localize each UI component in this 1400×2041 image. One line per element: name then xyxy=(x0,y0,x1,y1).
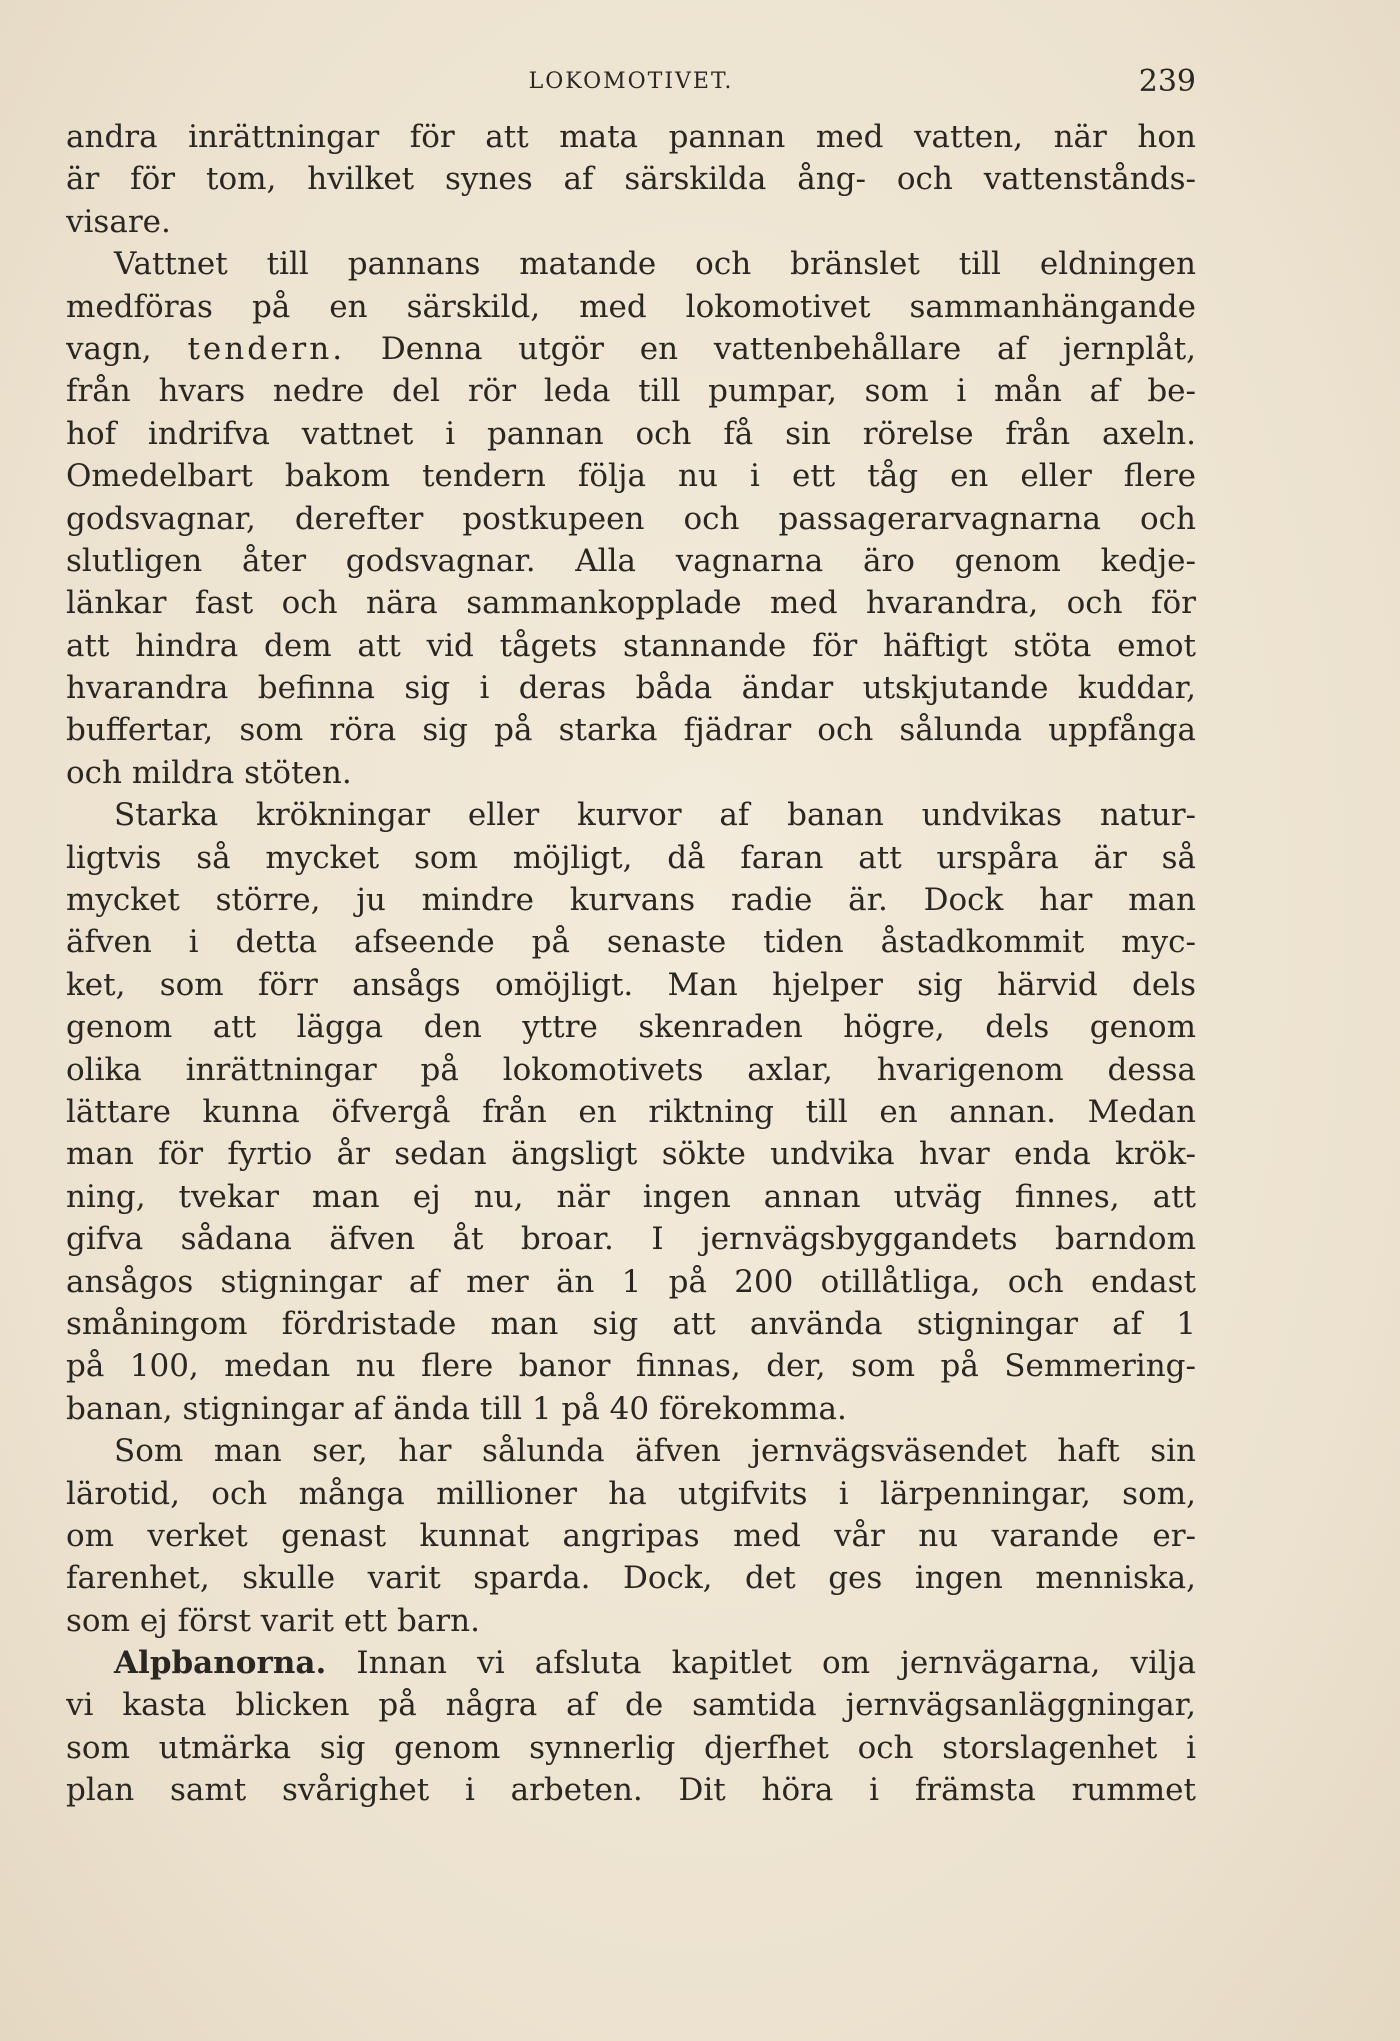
text-line xyxy=(66,455,1196,497)
text-line xyxy=(66,1261,1196,1303)
line-text: hvarandra befinna sig i deras båda ändar utskjutande kuddar, xyxy=(66,670,1196,707)
text-line xyxy=(66,879,1196,921)
text-line xyxy=(66,709,1196,751)
line-text: småningom fördristade man sig att använda stigningar af 1 xyxy=(66,1305,1196,1342)
text-line xyxy=(66,964,1196,1006)
text-line xyxy=(66,158,1196,200)
text-line xyxy=(66,1684,1196,1726)
text-line xyxy=(66,498,1196,540)
line-text: genom att lägga den yttre skenraden högre, dels genom xyxy=(66,1009,1196,1046)
text-line xyxy=(66,667,1196,709)
text-line xyxy=(66,1303,1196,1345)
text-line xyxy=(66,1473,1196,1515)
text-line xyxy=(66,921,1196,963)
line-text: vagn, xyxy=(66,330,188,367)
line-text: som utmärka sig genom synnerlig djerfhet och storslagenhet i xyxy=(66,1729,1196,1766)
text-line xyxy=(66,1515,1196,1557)
text-line xyxy=(66,1133,1196,1175)
line-text: godsvagnar, derefter postkupeen och passagerarvagnarna och xyxy=(66,500,1196,537)
line-text: mycket större, ju mindre kurvans radie är. Dock har man xyxy=(66,882,1196,919)
text-line xyxy=(66,1388,1196,1430)
line-text: länkar fast och nära sammankopplade med hvarandra, och för xyxy=(66,585,1196,622)
text-line xyxy=(66,370,1196,412)
text-line xyxy=(66,540,1196,582)
line-text: ansågos stigningar af mer än 1 på 200 otillåtliga, och endast xyxy=(66,1263,1196,1300)
text-line xyxy=(66,286,1196,328)
line-text: lärotid, och många millioner ha utgifvits i lärpenningar, som, xyxy=(66,1475,1196,1512)
line-text: gifva sådana äfven åt broar. I jernvägsbyggandets barndom xyxy=(66,1221,1196,1258)
text-line xyxy=(66,794,1196,836)
line-text: Denna utgör en vattenbehållare af jernplåt, xyxy=(345,330,1196,367)
line-text: är för tom, hvilket synes af särskilda ång- och vattenstånds- xyxy=(66,161,1196,198)
line-text: slutligen åter godsvagnar. Alla vagnarna äro genom kedje- xyxy=(66,542,1196,579)
line-text: och mildra stöten. xyxy=(66,754,352,791)
line-text: från hvars nedre del rör leda till pumpar, som i mån af be- xyxy=(66,373,1196,410)
line-text: man för fyrtio år sedan ängsligt sökte undvika hvar enda krök- xyxy=(66,1136,1196,1173)
line-text: lättare kunna öfvergå från en riktning till en annan. Medan xyxy=(66,1093,1196,1130)
text-line xyxy=(66,1727,1196,1769)
spaced-term: tendern. xyxy=(187,330,346,367)
text-line xyxy=(66,1218,1196,1260)
line-text: på 100, medan nu flere banor finnas, der, som på Semmering- xyxy=(66,1348,1196,1385)
running-title: LOKOMOTIVET. xyxy=(528,69,734,94)
line-text: Vattnet till pannans matande och bränslet till eldningen xyxy=(114,246,1196,283)
text-line xyxy=(66,1049,1196,1091)
line-text: medföras på en särskild, med lokomotivet sammanhängande xyxy=(66,288,1196,325)
text-line xyxy=(66,837,1196,879)
line-text: Som man ser, har sålunda äfven jernvägsväsendet haft sin xyxy=(114,1433,1196,1470)
line-text: visare. xyxy=(66,203,171,240)
text-line xyxy=(66,243,1196,285)
text-line xyxy=(66,1600,1196,1642)
line-text: plan samt svårighet i arbeten. Dit höra i främsta rummet xyxy=(66,1772,1196,1809)
section-heading: Alpbanorna. xyxy=(114,1645,327,1682)
text-line xyxy=(66,625,1196,667)
line-text: som ej först varit ett barn. xyxy=(66,1602,480,1639)
text-line xyxy=(66,1345,1196,1387)
body-text xyxy=(66,116,1196,1812)
line-text: ket, som förr ansågs omöjligt. Man hjelper sig härvid dels xyxy=(66,966,1196,1003)
line-text: ning, tvekar man ej nu, när ingen annan utväg finnes, att xyxy=(66,1178,1196,1215)
line-text: vi kasta blicken på några af de samtida jernvägsanläggningar, xyxy=(66,1687,1196,1724)
line-text: Starka krökningar eller kurvor af banan undvikas natur- xyxy=(114,797,1196,834)
text-line xyxy=(66,582,1196,624)
page-number: 239 xyxy=(1138,64,1196,99)
text-line xyxy=(66,1642,1196,1684)
line-text: Innan vi afsluta kapitlet om jernvägarna, vilja xyxy=(326,1645,1196,1682)
line-text: äfven i detta afseende på senaste tiden åstadkommit myc- xyxy=(66,924,1196,961)
text-line xyxy=(66,1557,1196,1599)
text-line xyxy=(66,1769,1196,1811)
page-header xyxy=(66,62,1196,102)
text-line xyxy=(66,1176,1196,1218)
line-text: hof indrifva vattnet i pannan och få sin rörelse från axeln. xyxy=(66,415,1196,452)
line-text: att hindra dem att vid tågets stannande för häftigt stöta emot xyxy=(66,627,1196,664)
line-text: om verket genast kunnat angripas med vår nu varande er- xyxy=(66,1517,1196,1554)
text-line xyxy=(66,752,1196,794)
text-line xyxy=(66,328,1196,370)
line-text: buffertar, som röra sig på starka fjädrar och sålunda uppfånga xyxy=(66,712,1196,749)
text-line xyxy=(66,413,1196,455)
text-line xyxy=(66,116,1196,158)
line-text: olika inrättningar på lokomotivets axlar, hvarigenom dessa xyxy=(66,1051,1196,1088)
text-line xyxy=(66,1091,1196,1133)
line-text: farenhet, skulle varit sparda. Dock, det ges ingen menniska, xyxy=(66,1560,1196,1597)
line-text: ligtvis så mycket som möjligt, då faran att urspåra är så xyxy=(66,839,1196,876)
text-line xyxy=(66,1006,1196,1048)
line-text: Omedelbart bakom tendern följa nu i ett tåg en eller flere xyxy=(66,458,1196,495)
text-line xyxy=(66,1430,1196,1472)
line-text: banan, stigningar af ända till 1 på 40 förekomma. xyxy=(66,1390,847,1427)
text-line xyxy=(66,201,1196,243)
line-text: andra inrättningar för att mata pannan med vatten, när hon xyxy=(66,119,1196,155)
